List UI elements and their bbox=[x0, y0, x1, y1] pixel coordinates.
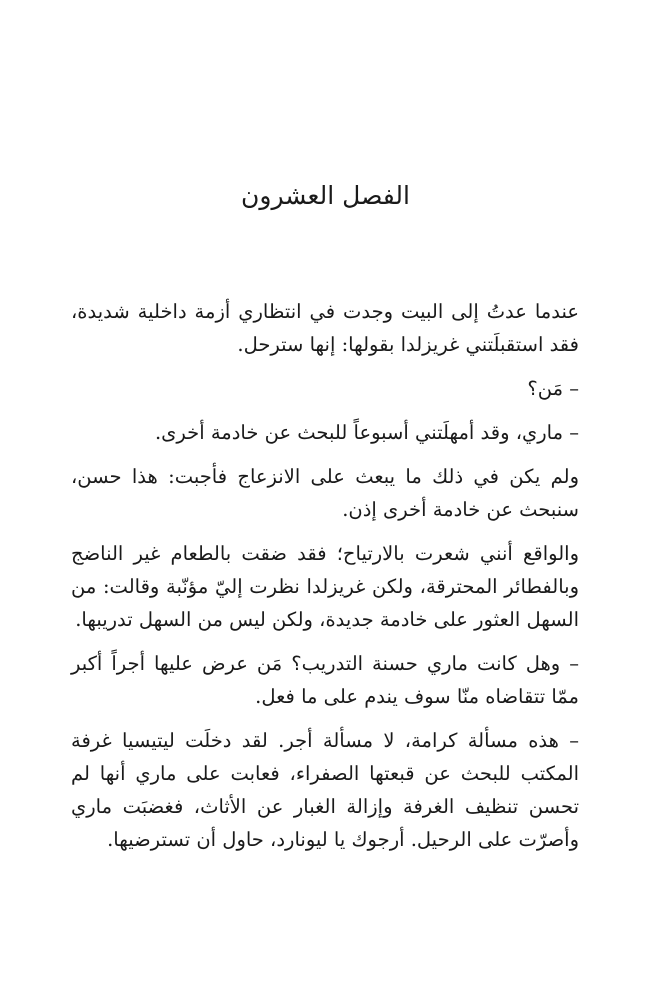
dialogue-line: – ماري، وقد أمهلَتني أسبوعاً للبحث عن خادمة أخرى. bbox=[154, 421, 579, 444]
paragraph: عندما عدتُ إلى البيت وجدت في انتظاري أزمة داخلية شديدة، فقد استقبلَتني غريزلدا بقولها: إنها سترحل. bbox=[71, 300, 579, 356]
chapter-body bbox=[71, 295, 579, 867]
dialogue-line: – وهل كانت ماري حسنة التدريب؟ مَن عرض عليها أجراً أكبر ممّا تتقاضاه منّا سوف يندم على ما فعل. bbox=[71, 652, 579, 708]
paragraph: ولم يكن في ذلك ما يبعث على الانزعاج فأجبت: هذا حسن، سنبحث عن خادمة أخرى إذن. bbox=[71, 465, 579, 521]
paragraph: والواقع أنني شعرت بالارتياح؛ فقد ضقت بالطعام غير الناضج وبالفطائر المحترقة، ولكن غريزلدا نظرت إليّ مؤنّبة وقالت: من السهل العثور على خادمة جديدة، ولكن ليس من السهل تدريبها. bbox=[71, 542, 579, 631]
dialogue-line: – هذه مسألة كرامة، لا مسألة أجر. لقد دخلَت ليتيسيا غرفة المكتب للبحث عن قبعتها الصفراء، فعابت على ماري أنها لم تحسن تنظيف الغرفة وإزالة الغبار عن الأثاث، فغضبَت ماري وأصرّت على الرحيل. أرجوك يا ليونارد، حاول أن تسترضيها. bbox=[71, 729, 579, 851]
dialogue-line: – مَن؟ bbox=[527, 377, 579, 400]
chapter-title: الفصل العشرون bbox=[241, 181, 410, 210]
